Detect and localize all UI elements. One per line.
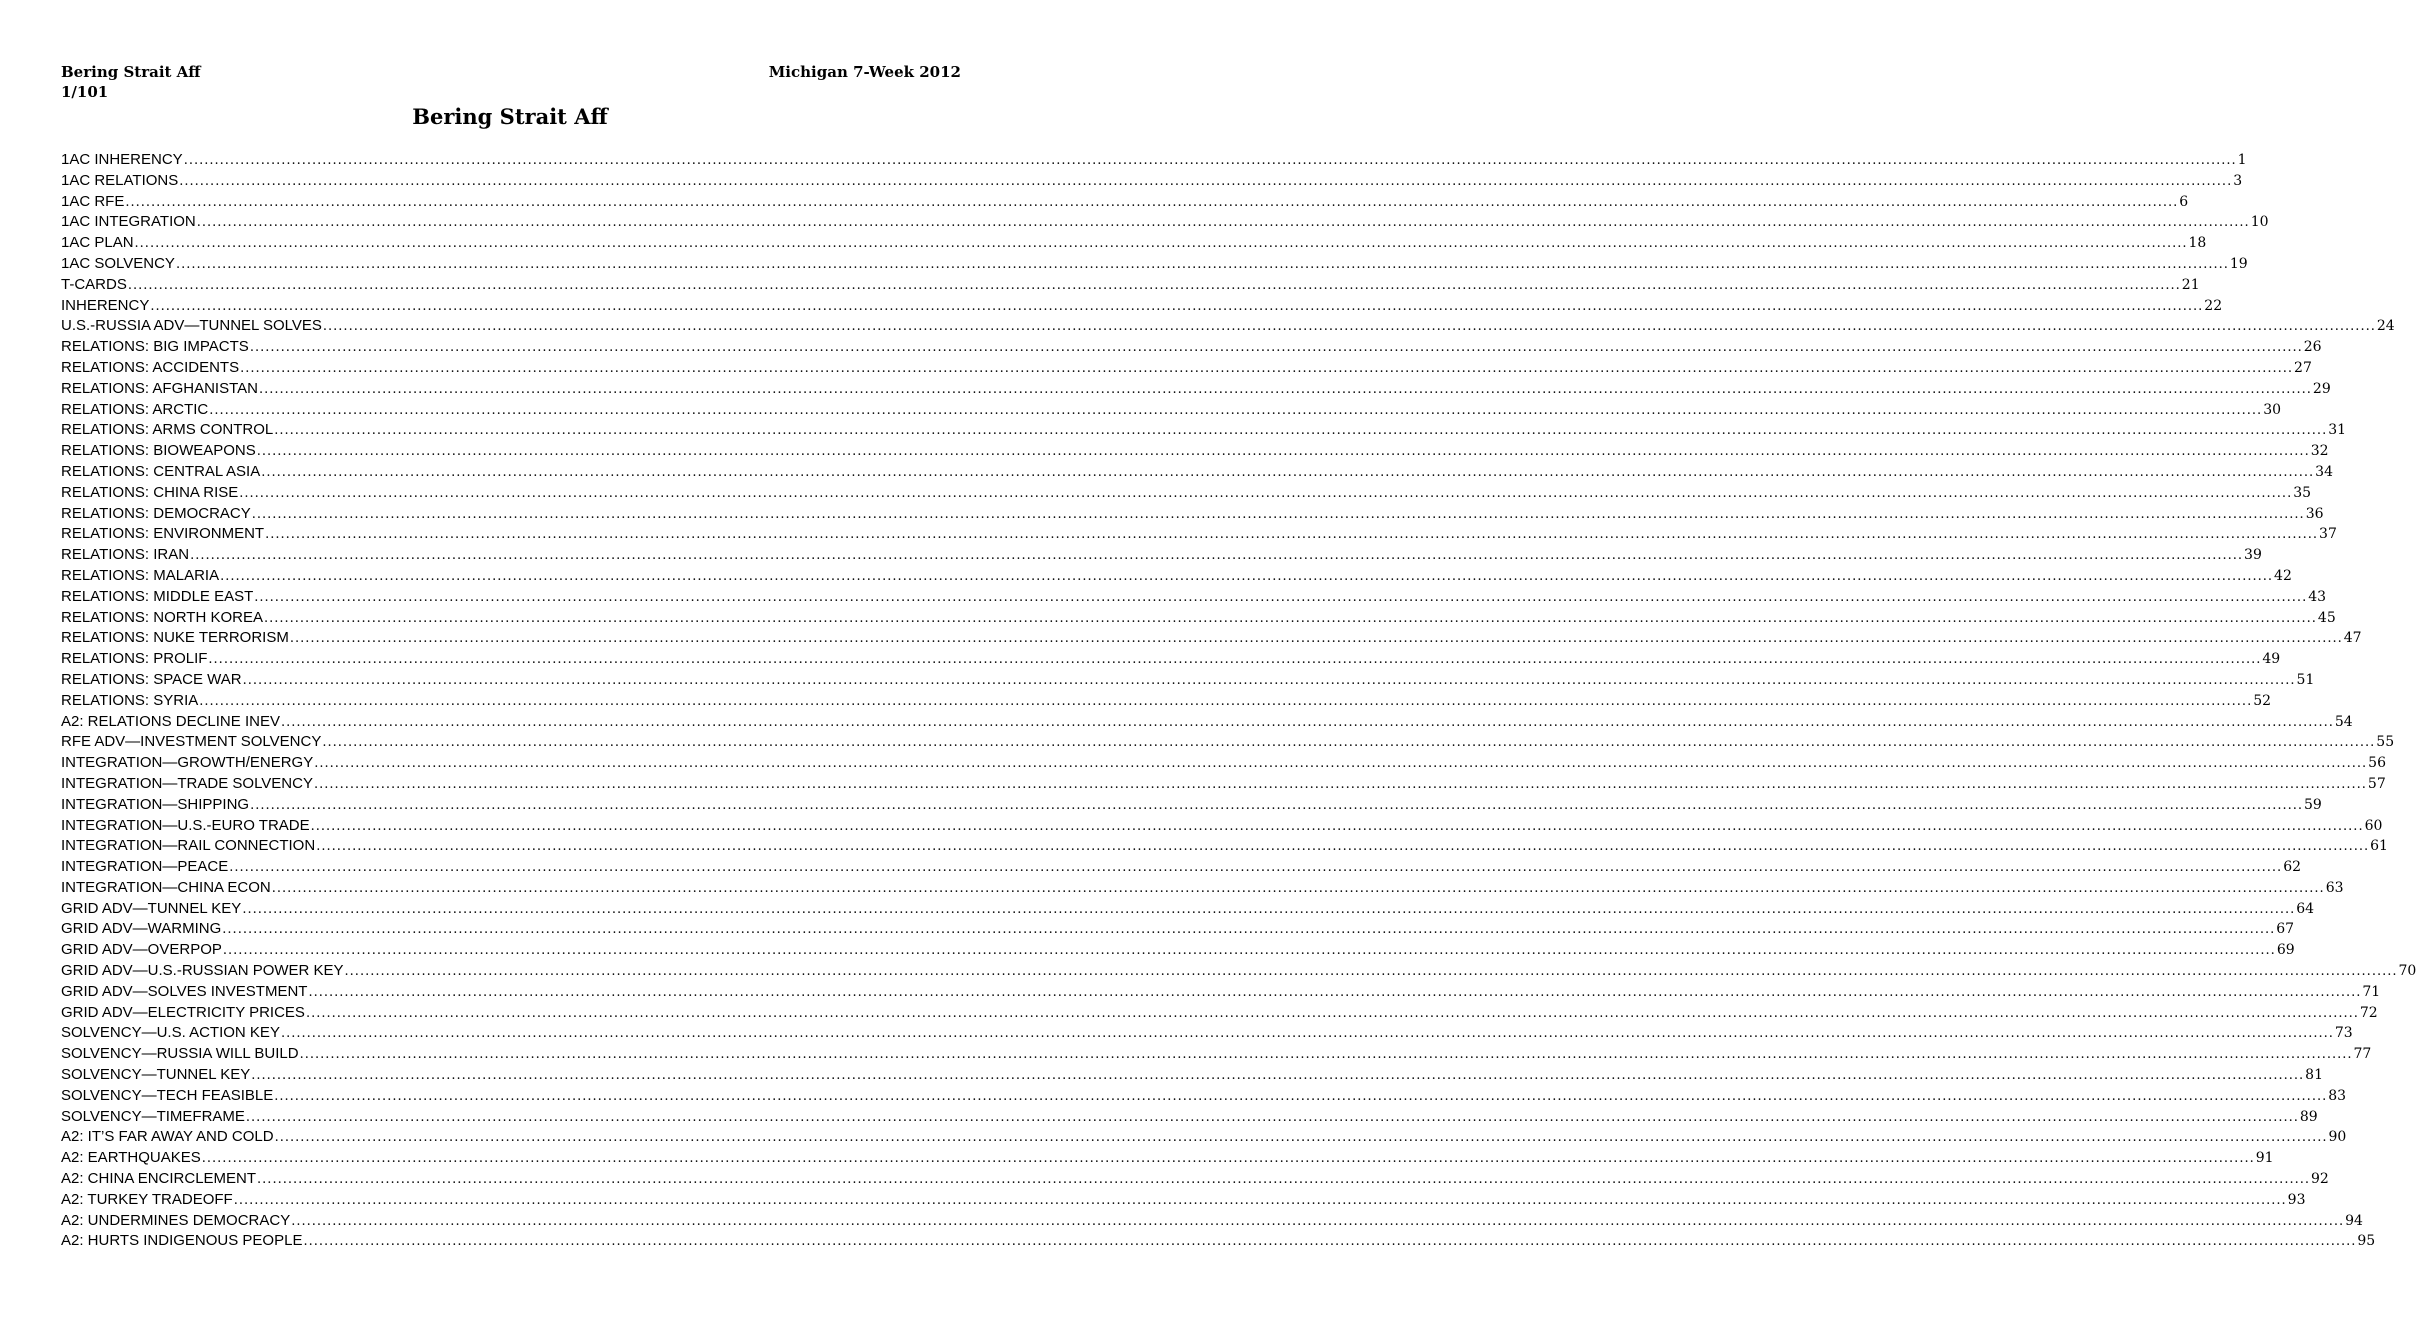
toc-entry[interactable] [61,836,2388,857]
toc-entry-page-number: 61 [2370,838,2388,855]
toc-entry-label: RELATIONS: MALARIA [61,566,220,584]
toc-entry-page-number: 34 [2315,463,2333,480]
toc-entry-label: A2: EARTHQUAKES [61,1149,201,1167]
toc-entry-label: 1AC RELATIONS [61,171,179,189]
toc-entry[interactable] [61,1107,2318,1128]
toc-dot-leader: ................................................................................................................................................................................................................................................................................................................................................................................................................ [239,485,2293,501]
toc-entry-label: 1AC SOLVENCY [61,254,175,272]
toc-dot-leader: ................................................................................................................................................................................................................................................................................................................................................................................................................ [179,173,2233,189]
toc-entry-page-number: 27 [2294,359,2312,376]
toc-entry-label: 1AC PLAN [61,234,134,252]
toc-entry[interactable] [61,608,2336,629]
toc-entry-label: GRID ADV—SOLVES INVESTMENT [61,982,308,1000]
header-row [61,62,961,82]
toc-entry-page-number: 18 [2188,235,2207,252]
toc-dot-leader: ................................................................................................................................................................................................................................................................................................................................................................................................................ [251,506,2305,522]
toc-entry[interactable] [61,420,2347,441]
toc-entry-page-number: 57 [2367,775,2386,792]
toc-entry-label: RELATIONS: AFGHANISTAN [61,379,258,397]
toc-entry-page-number: 35 [2293,484,2312,501]
toc-entry-page-number: 21 [2181,276,2200,293]
toc-entry[interactable] [61,919,2295,940]
toc-entry[interactable] [61,691,2272,712]
toc-dot-leader: ................................................................................................................................................................................................................................................................................................................................................................................................................ [233,1192,2287,1208]
toc-entry[interactable] [61,1169,2329,1190]
toc-entry-label: 1AC RFE [61,192,125,210]
toc-entry-label: RELATIONS: MIDDLE EAST [61,587,254,605]
toc-entry-label: RELATIONS: NORTH KOREA [61,608,263,626]
toc-entry-page-number: 22 [2204,297,2223,314]
toc-dot-leader: ................................................................................................................................................................................................................................................................................................................................................................................................................ [271,880,2325,896]
toc-entry-page-number: 52 [2253,692,2272,709]
toc-entry-label: RELATIONS: SPACE WAR [61,670,242,688]
toc-entry-page-number: 89 [2299,1108,2318,1125]
toc-entry-label: A2: IT’S FAR AWAY AND COLD [61,1128,274,1146]
toc-entry-label: SOLVENCY—U.S. ACTION KEY [61,1024,280,1042]
toc-dot-leader: ................................................................................................................................................................................................................................................................................................................................................................................................................ [303,1234,2357,1250]
toc-dot-leader: ................................................................................................................................................................................................................................................................................................................................................................................................................ [134,236,2188,252]
toc-entry[interactable] [61,961,2416,982]
toc-entry-label: RELATIONS: ACCIDENTS [61,358,240,376]
toc-entry[interactable] [61,753,2386,774]
toc-entry[interactable] [61,233,2207,254]
toc-entry-page-number: 67 [2276,921,2295,938]
toc-entry-label: 1AC INHERENCY [61,151,183,168]
toc-entry-page-number: 95 [2357,1233,2376,1250]
toc-dot-leader: ................................................................................................................................................................................................................................................................................................................................................................................................................ [274,1088,2328,1104]
toc-dot-leader: ................................................................................................................................................................................................................................................................................................................................................................................................................ [245,1109,2299,1125]
toc-entry-label: A2: UNDERMINES DEMOCRACY [61,1211,291,1229]
toc-entry[interactable] [61,212,2269,233]
toc-entry[interactable] [61,982,2381,1003]
toc-entry-page-number: 29 [2312,380,2331,397]
toc-dot-leader: ................................................................................................................................................................................................................................................................................................................................................................................................................ [289,631,2343,647]
toc-entry-page-number: 92 [2310,1171,2329,1188]
toc-entry-page-number: 19 [2229,255,2248,272]
toc-entry-label: T-CARDS [61,275,127,293]
toc-entry[interactable] [61,192,2189,213]
toc-entry[interactable] [61,545,2262,566]
toc-entry-page-number: 77 [2353,1046,2372,1063]
toc-dot-leader: ................................................................................................................................................................................................................................................................................................................................................................................................................ [305,1005,2359,1021]
toc-entry-page-number: 71 [2362,983,2381,1000]
toc-dot-leader: ................................................................................................................................................................................................................................................................................................................................................................................................................ [150,298,2204,314]
toc-entry-page-number: 36 [2305,505,2324,522]
toc-entry-label: SOLVENCY—TECH FEASIBLE [61,1086,274,1104]
toc-entry[interactable] [61,254,2248,275]
toc-entry-page-number: 37 [2319,526,2337,543]
toc-entry-page-number: 94 [2345,1212,2363,1229]
toc-entry-label: RELATIONS: IRAN [61,546,190,564]
toc-dot-leader: ................................................................................................................................................................................................................................................................................................................................................................................................................ [274,423,2328,439]
toc-entry-label: SOLVENCY—TIMEFRAME [61,1107,245,1125]
toc-entry[interactable] [61,712,2353,733]
toc-entry-label: RELATIONS: NUKE TERRORISM [61,629,289,647]
toc-entry-label: SOLVENCY—TUNNEL KEY [61,1066,251,1084]
toc-entry-label: RELATIONS: BIOWEAPONS [61,442,256,460]
toc-entry[interactable] [61,150,2247,171]
toc-entry[interactable] [61,358,2312,379]
toc-dot-leader: ................................................................................................................................................................................................................................................................................................................................................................................................................ [316,839,2370,855]
toc-dot-leader: ................................................................................................................................................................................................................................................................................................................................................................................................................ [280,1026,2334,1042]
toc-entry-label: RELATIONS: ENVIRONMENT [61,525,265,543]
toc-dot-leader: ................................................................................................................................................................................................................................................................................................................................................................................................................ [222,943,2276,959]
toc-entry[interactable] [61,587,2327,608]
toc-entry-page-number: 70 [2398,963,2416,980]
toc-entry[interactable] [61,504,2324,525]
toc-entry-page-number: 47 [2343,630,2362,647]
toc-entry-page-number: 91 [2255,1150,2274,1167]
document-title: Bering Strait Aff [412,104,608,129]
toc-entry-label: INTEGRATION—GROWTH/ENERGY [61,754,314,772]
toc-entry-label: INTEGRATION—SHIPPING [61,795,250,813]
toc-entry[interactable] [61,670,2315,691]
toc-entry-label: INHERENCY [61,296,150,314]
toc-entry-page-number: 54 [2334,713,2353,730]
toc-entry-label: INTEGRATION—CHINA ECON [61,878,271,896]
toc-entry-page-number: 60 [2364,817,2383,834]
toc-entry-page-number: 55 [2376,734,2395,751]
toc-dot-leader: ................................................................................................................................................................................................................................................................................................................................................................................................................ [299,1047,2353,1063]
toc-entry-page-number: 81 [2305,1067,2323,1084]
toc-entry-label: RELATIONS: ARCTIC [61,400,209,418]
toc-entry[interactable] [61,857,2302,878]
toc-entry-page-number: 31 [2328,422,2347,439]
toc-dot-leader: ................................................................................................................................................................................................................................................................................................................................................................................................................ [242,901,2296,917]
toc-entry-label: GRID ADV—ELECTRICITY PRICES [61,1003,305,1021]
toc-dot-leader: ................................................................................................................................................................................................................................................................................................................................................................................................................ [199,693,2253,709]
toc-entry-label: GRID ADV—OVERPOP [61,941,222,959]
toc-dot-leader: ................................................................................................................................................................................................................................................................................................................................................................................................................ [308,984,2362,1000]
toc-entry-page-number: 73 [2334,1025,2353,1042]
toc-entry[interactable] [61,275,2200,296]
toc-entry[interactable] [61,649,2281,670]
toc-dot-leader: ................................................................................................................................................................................................................................................................................................................................................................................................................ [127,277,2181,293]
toc-dot-leader: ................................................................................................................................................................................................................................................................................................................................................................................................................ [291,1213,2345,1229]
toc-entry-page-number: 63 [2325,879,2344,896]
toc-entry-label: RELATIONS: PROLIF [61,650,208,668]
toc-entry-label: INTEGRATION—TRADE SOLVENCY [61,774,313,792]
toc-entry-page-number: 51 [2296,671,2315,688]
toc-entry-label: RELATIONS: SYRIA [61,691,199,709]
toc-entry[interactable] [61,1231,2376,1252]
toc-entry[interactable] [61,878,2344,899]
toc-entry-label: GRID ADV—WARMING [61,920,222,938]
toc-entry-label: A2: TURKEY TRADEOFF [61,1190,233,1208]
toc-entry-label: INTEGRATION—U.S.-EURO TRADE [61,816,310,834]
toc-dot-leader: ................................................................................................................................................................................................................................................................................................................................................................................................................ [274,1130,2328,1146]
toc-entry-page-number: 64 [2296,900,2315,917]
toc-entry[interactable] [61,400,2282,421]
toc-entry[interactable] [61,1211,2363,1232]
toc-dot-leader: ................................................................................................................................................................................................................................................................................................................................................................................................................ [258,381,2312,397]
toc-entry-label: A2: CHINA ENCIRCLEMENT [61,1170,257,1188]
toc-entry[interactable] [61,296,2223,317]
toc-entry-page-number: 45 [2317,609,2336,626]
header-left-title: Bering Strait Aff [61,63,201,81]
toc-entry[interactable] [61,1086,2347,1107]
toc-dot-leader: ................................................................................................................................................................................................................................................................................................................................................................................................................ [265,527,2319,543]
toc-entry-label: RELATIONS: BIG IMPACTS [61,338,249,356]
page-indicator: 1/101 [61,83,109,101]
toc-entry-page-number: 39 [2244,547,2262,564]
toc-entry-label: GRID ADV—U.S.-RUSSIAN POWER KEY [61,962,344,980]
toc-entry[interactable] [61,774,2386,795]
toc-dot-leader: ................................................................................................................................................................................................................................................................................................................................................................................................................ [249,340,2303,356]
toc-entry[interactable] [61,1148,2274,1169]
toc-dot-leader: ................................................................................................................................................................................................................................................................................................................................................................................................................ [125,194,2179,210]
toc-dot-leader: ................................................................................................................................................................................................................................................................................................................................................................................................................ [263,610,2317,626]
toc-entry[interactable] [61,566,2292,587]
toc-entry[interactable] [61,379,2331,400]
toc-entry[interactable] [61,483,2312,504]
toc-entry-page-number: 93 [2287,1191,2306,1208]
toc-entry-page-number: 72 [2359,1004,2378,1021]
toc-entry-page-number: 10 [2250,214,2269,231]
toc-dot-leader: ................................................................................................................................................................................................................................................................................................................................................................................................................ [314,756,2368,772]
toc-entry[interactable] [61,1003,2378,1024]
toc-entry-label: RELATIONS: CENTRAL ASIA [61,462,261,480]
toc-entry-page-number: 56 [2368,755,2386,772]
toc-entry-label: U.S.-RUSSIA ADV—TUNNEL SOLVES [61,317,322,335]
toc-entry[interactable] [61,441,2329,462]
toc-dot-leader: ................................................................................................................................................................................................................................................................................................................................................................................................................ [344,964,2398,980]
toc-entry[interactable] [61,171,2243,192]
toc-dot-leader: ................................................................................................................................................................................................................................................................................................................................................................................................................ [175,256,2229,272]
toc-entry-page-number: 83 [2328,1087,2347,1104]
toc-entry[interactable] [61,462,2333,483]
toc-dot-leader: ................................................................................................................................................................................................................................................................................................................................................................................................................ [220,568,2274,584]
toc-entry-page-number: 62 [2283,859,2302,876]
toc-dot-leader: ................................................................................................................................................................................................................................................................................................................................................................................................................ [261,464,2315,480]
toc-entry[interactable] [61,1065,2323,1086]
toc-dot-leader: ................................................................................................................................................................................................................................................................................................................................................................................................................ [322,319,2376,335]
toc-entry-label: GRID ADV—TUNNEL KEY [61,899,242,917]
toc-entry[interactable] [61,316,2395,337]
toc-dot-leader: ................................................................................................................................................................................................................................................................................................................................................................................................................ [256,444,2310,460]
toc-entry[interactable] [61,732,2395,753]
toc-entry[interactable] [61,1023,2353,1044]
toc-entry[interactable] [61,1127,2347,1148]
toc-dot-leader: ................................................................................................................................................................................................................................................................................................................................................................................................................ [183,153,2237,168]
toc-entry-label: RELATIONS: DEMOCRACY [61,504,251,522]
toc-dot-leader: ................................................................................................................................................................................................................................................................................................................................................................................................................ [254,589,2308,605]
toc-dot-leader: ................................................................................................................................................................................................................................................................................................................................................................................................................ [196,215,2250,231]
toc-entry-page-number: 49 [2262,651,2281,668]
toc-dot-leader: ................................................................................................................................................................................................................................................................................................................................................................................................................ [242,672,2296,688]
toc-entry-page-number: 3 [2233,172,2243,189]
toc-entry-page-number: 6 [2179,193,2189,210]
toc-dot-leader: ................................................................................................................................................................................................................................................................................................................................................................................................................ [209,402,2263,418]
toc-entry-page-number: 32 [2310,443,2329,460]
toc-entry-page-number: 24 [2376,318,2395,335]
toc-dot-leader: ................................................................................................................................................................................................................................................................................................................................................................................................................ [229,860,2283,876]
toc-entry[interactable] [61,1190,2306,1211]
toc-entry-page-number: 30 [2263,401,2282,418]
toc-dot-leader: ................................................................................................................................................................................................................................................................................................................................................................................................................ [251,1068,2305,1084]
toc-entry-label: 1AC INTEGRATION [61,213,196,231]
toc-entry-label: RFE ADV—INVESTMENT SOLVENCY [61,733,322,751]
header-right-title: Michigan 7-Week 2012 [768,63,961,81]
toc-entry-label: A2: RELATIONS DECLINE INEV [61,712,280,730]
toc-dot-leader: ................................................................................................................................................................................................................................................................................................................................................................................................................ [322,735,2376,751]
toc-entry-page-number: 59 [2304,796,2322,813]
toc-dot-leader: ................................................................................................................................................................................................................................................................................................................................................................................................................ [310,818,2364,834]
table-of-contents [61,150,2416,1252]
toc-entry[interactable] [61,940,2295,961]
toc-entry-label: SOLVENCY—RUSSIA WILL BUILD [61,1045,299,1063]
toc-dot-leader: ................................................................................................................................................................................................................................................................................................................................................................................................................ [257,1172,2310,1188]
toc-entry-page-number: 43 [2308,588,2327,605]
toc-entry-label: A2: HURTS INDIGENOUS PEOPLE [61,1232,303,1250]
toc-entry-label: RELATIONS: CHINA RISE [61,483,239,501]
toc-entry[interactable] [61,1044,2372,1065]
toc-entry[interactable] [61,816,2383,837]
toc-entry-label: INTEGRATION—PEACE [61,858,229,876]
toc-dot-leader: ................................................................................................................................................................................................................................................................................................................................................................................................................ [280,714,2334,730]
toc-entry[interactable] [61,524,2337,545]
toc-dot-leader: ................................................................................................................................................................................................................................................................................................................................................................................................................ [240,360,2294,376]
toc-dot-leader: ................................................................................................................................................................................................................................................................................................................................................................................................................ [208,652,2262,668]
toc-entry[interactable] [61,899,2315,920]
toc-entry-label: RELATIONS: ARMS CONTROL [61,421,274,439]
toc-dot-leader: ................................................................................................................................................................................................................................................................................................................................................................................................................ [190,548,2244,564]
toc-entry[interactable] [61,795,2322,816]
toc-entry-page-number: 42 [2274,567,2292,584]
toc-dot-leader: ................................................................................................................................................................................................................................................................................................................................................................................................................ [250,797,2304,813]
toc-dot-leader: ................................................................................................................................................................................................................................................................................................................................................................................................................ [313,776,2367,792]
toc-entry-page-number: 90 [2328,1129,2347,1146]
toc-entry[interactable] [61,337,2322,358]
toc-entry-label: INTEGRATION—RAIL CONNECTION [61,837,316,855]
page-header [61,62,961,102]
toc-entry-page-number: 1 [2237,152,2247,168]
toc-entry[interactable] [61,628,2362,649]
toc-dot-leader: ................................................................................................................................................................................................................................................................................................................................................................................................................ [222,922,2276,938]
toc-dot-leader: ................................................................................................................................................................................................................................................................................................................................................................................................................ [201,1151,2255,1167]
toc-entry-page-number: 26 [2303,339,2322,356]
toc-entry-page-number: 69 [2276,942,2295,959]
